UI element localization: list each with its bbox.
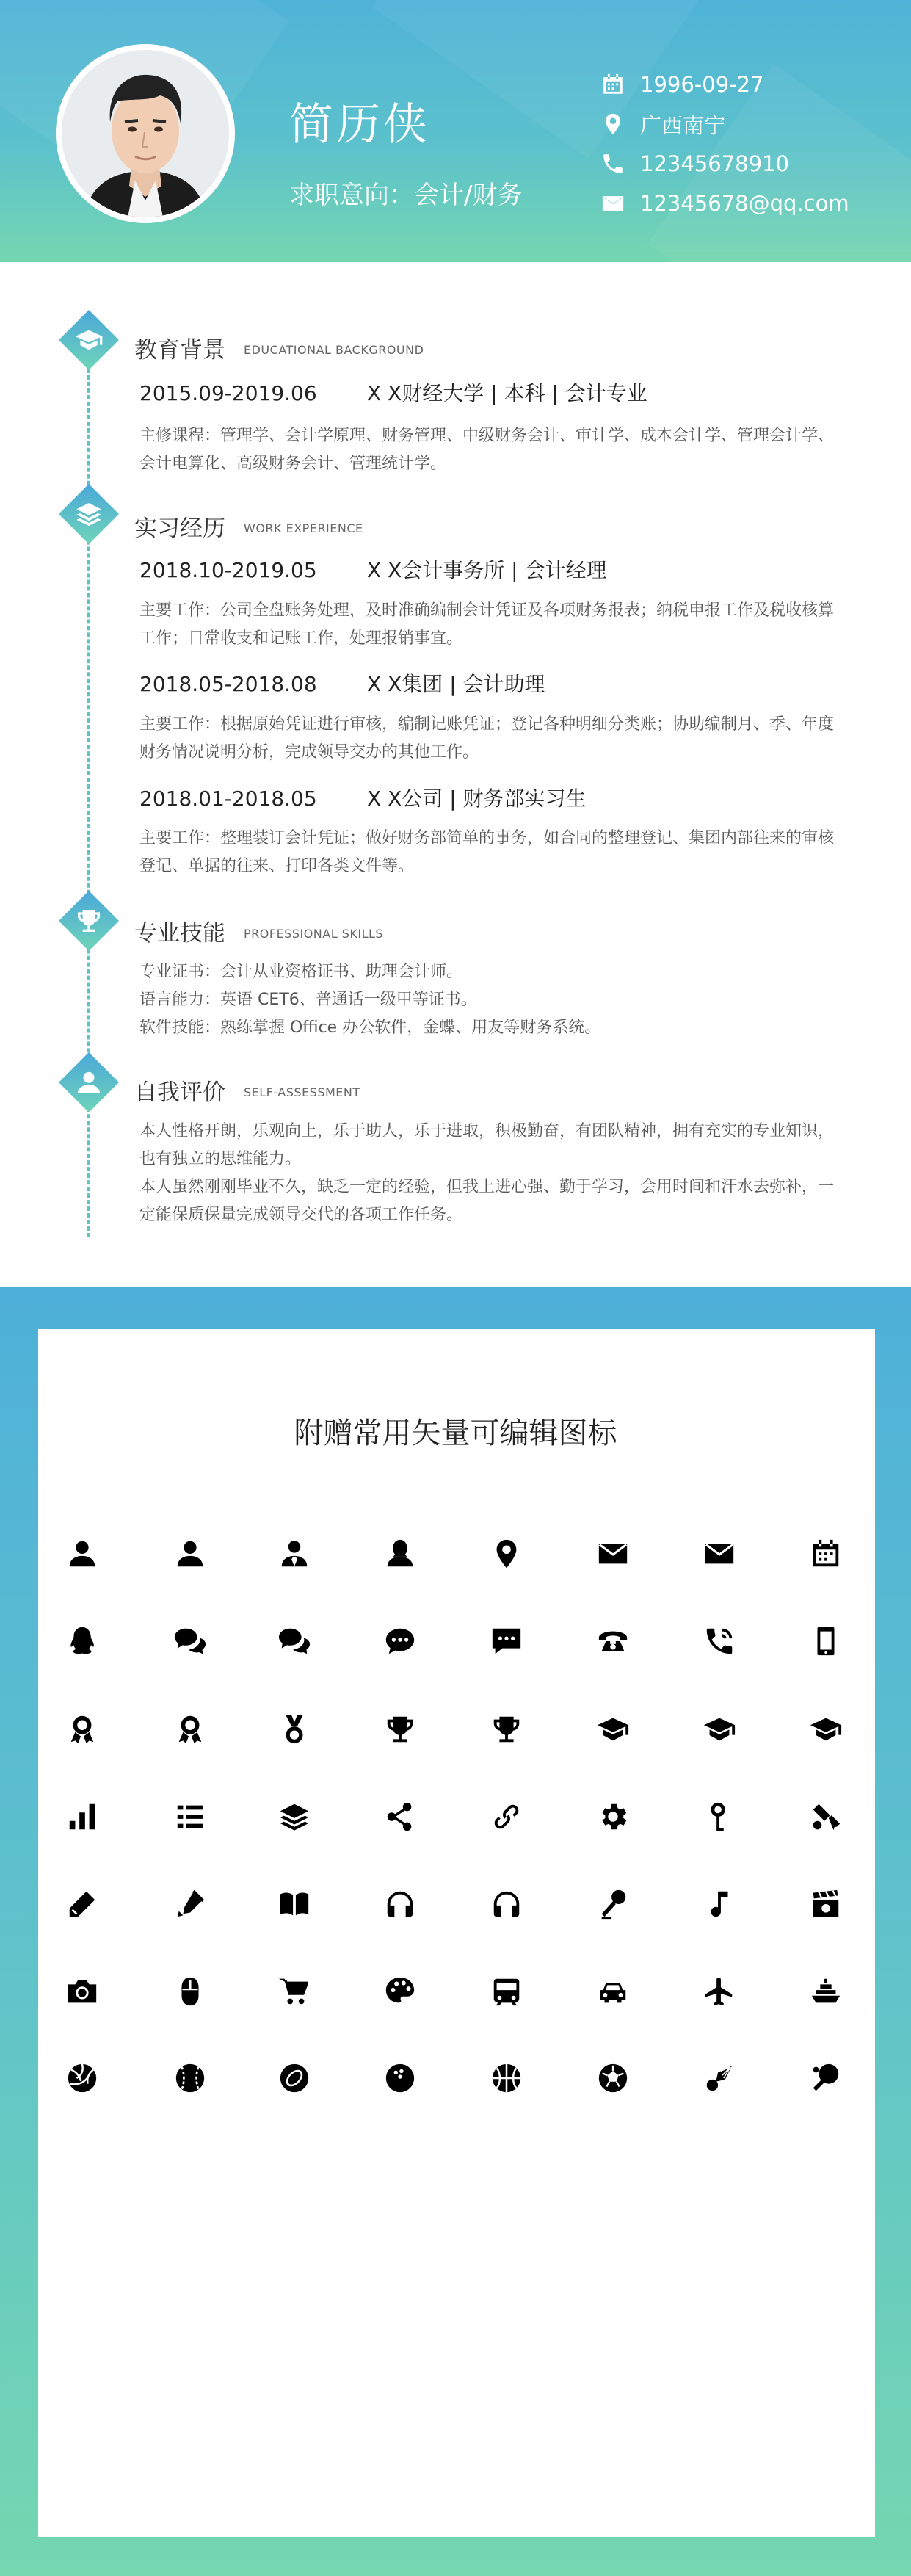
volleyball-icon <box>60 2056 104 2100</box>
chat-bubbles-icon <box>168 1619 212 1663</box>
avatar-photo <box>62 50 229 217</box>
user-icon <box>60 1532 104 1576</box>
chat-dots-icon <box>378 1619 422 1663</box>
trophy-icon <box>484 1707 529 1751</box>
birth-date: 1996-09-27 <box>640 72 764 97</box>
birth-row <box>600 65 849 104</box>
work-entry <box>139 668 545 698</box>
education-entry <box>139 377 647 407</box>
train-icon <box>484 1969 529 2014</box>
clapperboard-icon <box>804 1882 848 1926</box>
link-icon <box>484 1795 529 1839</box>
graduation-cap-icon <box>74 325 104 355</box>
assessment-line: 本人虽然刚刚毕业不久，缺乏一定的经验，但我上进心强、勤于学习，会用时间和汗水去弥补，一定能保质保量完成领导交代的各项工作任务。 <box>139 1178 835 1224</box>
pen-icon <box>168 1882 212 1926</box>
location: 广西南宁 <box>640 112 726 138</box>
user-female-icon <box>378 1532 422 1576</box>
map-pin-icon <box>484 1532 529 1576</box>
phone-number: 12345678910 <box>640 151 789 176</box>
chat-bubbles-icon <box>272 1619 316 1663</box>
graduation-cap-icon <box>804 1707 848 1751</box>
mobile-icon <box>804 1619 848 1663</box>
book-icon <box>272 1882 316 1926</box>
mail-icon <box>697 1532 741 1576</box>
award-ribbon-icon <box>60 1707 104 1751</box>
mouse-icon <box>168 1969 212 2014</box>
camera-icon <box>60 1969 104 2014</box>
entry-text: X X会计事务所 | 会计经理 <box>367 558 607 582</box>
headphones-icon <box>378 1882 422 1926</box>
email-row <box>600 184 849 223</box>
tools-icon <box>804 1795 848 1839</box>
music-note-icon <box>697 1882 741 1926</box>
entry-text: X X公司 | 财务部实习生 <box>367 786 587 811</box>
bar-chart-icon <box>60 1795 104 1839</box>
microphone-icon <box>591 1882 635 1926</box>
section-title-work: 实习经历 <box>134 515 225 542</box>
list-icon <box>168 1795 212 1839</box>
ship-icon <box>804 1969 848 2014</box>
education-courses: 主修课程：管理学、会计学原理、财务管理、中级财务会计、审计学、成本会计学、管理会计学、会计电算化、高级财务会计、管理统计学。 <box>139 427 835 473</box>
calendar-icon <box>804 1532 848 1576</box>
section-title-skills: 专业技能 <box>134 920 225 947</box>
trophy-icon <box>378 1707 422 1751</box>
basketball-icon <box>484 2056 529 2100</box>
graduation-cap-icon <box>591 1707 635 1751</box>
contact-info <box>600 65 849 223</box>
airplane-icon <box>697 1969 741 2014</box>
pencil-icon <box>60 1882 104 1926</box>
football-icon <box>272 2056 316 2100</box>
entry-text: X X财经大学 | 本科 | 会计专业 <box>367 381 647 405</box>
phone-call-icon <box>697 1619 741 1663</box>
award-ribbon-icon <box>168 1707 212 1751</box>
skill-line: 专业证书：会计从业资格证书、助理会计师。 <box>139 963 463 981</box>
qq-icon <box>60 1619 104 1663</box>
entry-date: 2018.05-2018.08 <box>139 672 317 696</box>
icon-sheet-title: 附赠常用矢量可编辑图标 <box>294 1417 617 1450</box>
section-subtitle-work: WORK EXPERIENCE <box>244 521 363 535</box>
candidate-name: 简历侠 <box>289 99 430 151</box>
work-entry-desc: 主要工作：根据原始凭证进行审核，编制记账凭证；登记各种明细分类账；协助编制月、季、年度财务情况说明分析，完成领导交办的其他工作。 <box>139 715 835 761</box>
entry-date: 2018.10-2019.05 <box>139 558 317 582</box>
telephone-icon <box>591 1619 635 1663</box>
phone-icon <box>600 151 625 176</box>
work-entry <box>139 554 607 584</box>
entry-date: 2015.09-2019.06 <box>139 381 317 405</box>
cart-icon <box>272 1969 316 2014</box>
soccer-icon <box>591 2056 635 2100</box>
headphones-icon <box>484 1882 529 1926</box>
user-icon <box>74 1068 104 1097</box>
layers-icon <box>74 499 104 529</box>
user-icon <box>168 1532 212 1576</box>
work-entry-desc: 主要工作：整理装订会计凭证；做好财务部简单的事务，如合同的整理登记、集团内部往来的审核登记、单据的往来、打印各类文件等。 <box>139 829 835 875</box>
entry-text: X X集团 | 会计助理 <box>367 672 545 696</box>
baseball-icon <box>168 2056 212 2100</box>
mail-icon <box>600 191 625 216</box>
gear-icon <box>591 1795 635 1839</box>
trophy-icon <box>74 906 104 936</box>
section-subtitle-self: SELF-ASSESSMENT <box>244 1085 360 1099</box>
shuttlecock-icon <box>697 2056 741 2100</box>
work-entry-desc: 主要工作：公司全盘账务处理，及时准确编制会计凭证及各项财务报表；纳税申报工作及税收核算工作；日常收支和记账工作，处理报销事宜。 <box>139 601 835 648</box>
section-subtitle-education: EDUCATIONAL BACKGROUND <box>244 343 424 357</box>
map-pin-icon <box>600 112 625 137</box>
palette-icon <box>378 1969 422 2014</box>
graduation-cap-icon <box>697 1707 741 1751</box>
assessment-line: 本人性格开朗，乐观向上，乐于助人，乐于进取，积极勤奋，有团队精神，拥有充实的专业知识，也有独立的思维能力。 <box>139 1122 835 1168</box>
calendar-icon <box>600 72 625 97</box>
self-assessment <box>139 1118 844 1229</box>
icon-sheet-card <box>38 1329 875 2537</box>
resume-header <box>0 0 911 262</box>
skills-list <box>139 958 844 1042</box>
work-entry <box>139 783 587 812</box>
chat-box-icon <box>484 1619 529 1663</box>
location-row <box>600 104 849 144</box>
bowling-icon <box>378 2056 422 2100</box>
share-icon <box>378 1795 422 1839</box>
medal-icon <box>272 1707 316 1751</box>
car-icon <box>591 1969 635 2014</box>
section-title-education: 教育背景 <box>134 337 225 363</box>
skill-line: 软件技能：熟练掌握 Office 办公软件，金蝶、用友等财务系统。 <box>139 1019 601 1037</box>
section-title-self: 自我评价 <box>134 1079 225 1106</box>
entry-date: 2018.01-2018.05 <box>139 786 317 811</box>
skill-line: 语言能力：英语 CET6、普通话一级甲等证书。 <box>139 991 477 1009</box>
email-address: 12345678@qq.com <box>640 191 849 216</box>
phone-row <box>600 144 849 184</box>
mail-icon <box>591 1532 635 1576</box>
user-tie-icon <box>272 1532 316 1576</box>
ping-pong-icon <box>804 2056 848 2100</box>
job-intent: 求职意向：会计/财务 <box>289 181 523 210</box>
layers-icon <box>272 1795 316 1839</box>
section-subtitle-skills: PROFESSIONAL SKILLS <box>244 927 384 941</box>
search-icon <box>697 1795 741 1839</box>
avatar <box>56 44 235 223</box>
